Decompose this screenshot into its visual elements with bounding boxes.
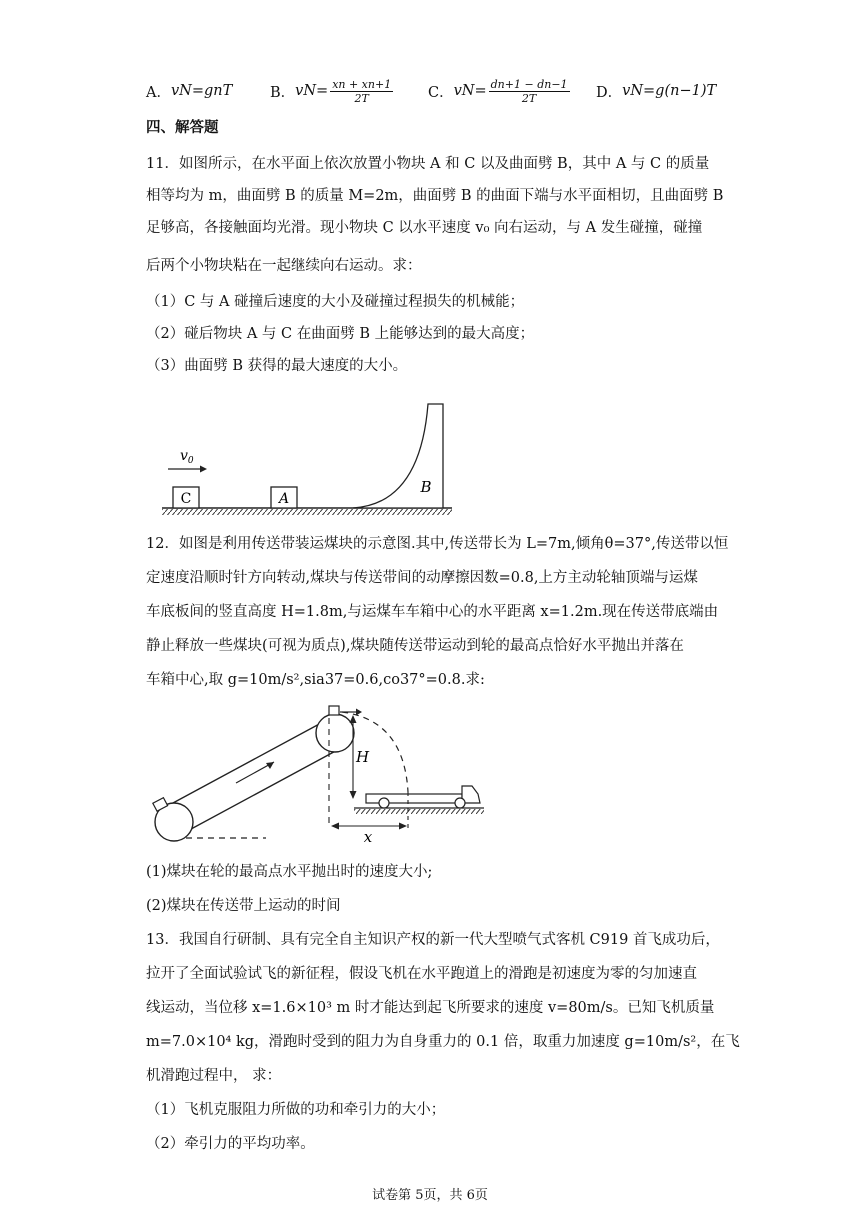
option-a-text: vN=gnT [170, 83, 233, 99]
q13-sub-question: （2）牵引力的平均功率。 [146, 1136, 315, 1152]
q11-line: 11．如图所示，在水平面上依次放置小物块 A 和 C 以及曲面劈 B，其中 A 与 C 的质量 [146, 156, 710, 172]
wedge-b-label: B [420, 478, 432, 496]
q13-line: 13．我国自行研制、具有完全自主知识产权的新一代大型喷气式客机 C919 首飞成功后， [146, 932, 720, 948]
q12-sub-question: (1)煤块在轮的最高点水平抛出时的速度大小; [146, 864, 433, 880]
q12-line: 定速度沿顺时针方向转动,煤块与传送带间的动摩擦因数=0.8,上方主动轮轴顶端与运煤 [146, 570, 698, 586]
q12-sub-question: (2)煤块在传送带上运动的时间 [146, 898, 341, 914]
option-d[interactable] [596, 74, 716, 108]
option-b-lhs: vN= [295, 83, 329, 99]
coal-at-top [329, 706, 339, 715]
q11-sub-question: （1）C 与 A 碰撞后速度的大小及碰撞过程损失的机械能； [146, 294, 525, 310]
velocity-arrow-head [200, 466, 207, 473]
distance-label: x [363, 828, 373, 846]
block-a-label: A [278, 491, 290, 507]
option-a-label: A． [146, 84, 171, 101]
launch-arrow-head [356, 709, 362, 716]
q13-line: 线运动，当位移 x=1.6×10³ m 时才能达到起飞所要求的速度 v=80m/s。已知飞机质量 [146, 1000, 715, 1016]
q12-line: 12．如图是利用传送带装运煤块的示意图.其中,传送带长为 L=7m,倾角θ=37°,传送带以恒 [146, 536, 729, 552]
height-label: H [356, 748, 370, 766]
option-a[interactable] [146, 74, 232, 108]
q11-line: 相等均为 m，曲面劈 B 的质量 M=2m，曲面劈 B 的曲面下端与水平面相切，且曲面劈 B [146, 188, 724, 204]
belt-bottom [180, 747, 343, 835]
option-b-label: B． [270, 84, 296, 101]
page-footer: 试卷第 5页，共 6页 [372, 1188, 488, 1203]
q13-line: 拉开了全面试验试飞的新征程，假设飞机在水平跑道上的滑跑是初速度为零的匀加速直 [146, 966, 697, 982]
option-c-denominator: 2T [521, 91, 537, 105]
q11-line: 足够高，各接触面均光滑。现小物块 C 以水平速度 v₀ 向右运动，与 A 发生碰撞，碰撞 [146, 220, 703, 236]
truck-ground-hatch [354, 809, 484, 814]
q13-line: m=7.0×10⁴ kg，滑跑时受到的阻力为自身重力的 0.1 倍，取重力加速度 g=10m/s²，在飞 [146, 1034, 740, 1050]
q11-line: 后两个小物块粘在一起继续向右运动。求： [146, 258, 422, 274]
truck-wheel-rear [379, 798, 389, 808]
distance-arrow-right [399, 823, 407, 830]
ground-hatch [162, 509, 452, 515]
q11-sub-question: （2）碰后物块 A 与 C 在曲面劈 B 上能够达到的最大高度； [146, 326, 535, 342]
velocity-label: $v_0$ [180, 448, 194, 466]
belt-top [160, 722, 323, 810]
option-b[interactable] [270, 74, 393, 108]
q12-line: 车箱中心,取 g=10m/s²,sia37=0.6,co37°=0.8.求: [146, 672, 485, 688]
option-d-text: vN=g(n−1)T [622, 83, 717, 99]
q13-line: 机滑跑过程中， 求： [146, 1068, 282, 1084]
q12-line: 车底板间的竖直高度 H=1.8m,与运煤车车箱中心的水平距离 x=1.2m.现在传送带底端由 [146, 604, 719, 620]
option-c-numerator: dn+1 − dn−1 [490, 77, 568, 91]
option-c-label: C． [428, 84, 454, 101]
section-heading: 四、解答题 [146, 120, 219, 136]
option-c-lhs: vN= [453, 83, 487, 99]
q11-figure [160, 398, 460, 522]
q12-line: 静止释放一些煤块(可视为质点),煤块随传送带运动到轮的最高点恰好水平抛出并落在 [146, 638, 684, 654]
height-arrow-bottom [350, 791, 357, 799]
truck-wheel-front [455, 798, 465, 808]
option-c-fraction [489, 78, 570, 105]
option-b-denominator: 2T [354, 91, 369, 105]
q12-figure [146, 700, 496, 850]
top-roller [316, 714, 354, 752]
option-b-fraction [330, 78, 393, 105]
option-c[interactable] [428, 74, 570, 108]
q11-sub-question: （3）曲面劈 B 获得的最大速度的大小。 [146, 358, 408, 374]
option-d-label: D． [596, 84, 623, 101]
option-b-numerator: xn + xn+1 [332, 77, 392, 91]
height-arrow-top [350, 715, 357, 723]
distance-arrow-left [331, 823, 339, 830]
answer-options [146, 74, 826, 108]
q13-sub-question: （1）飞机克服阻力所做的功和牵引力的大小； [146, 1102, 446, 1118]
block-c-label: C [180, 491, 192, 507]
